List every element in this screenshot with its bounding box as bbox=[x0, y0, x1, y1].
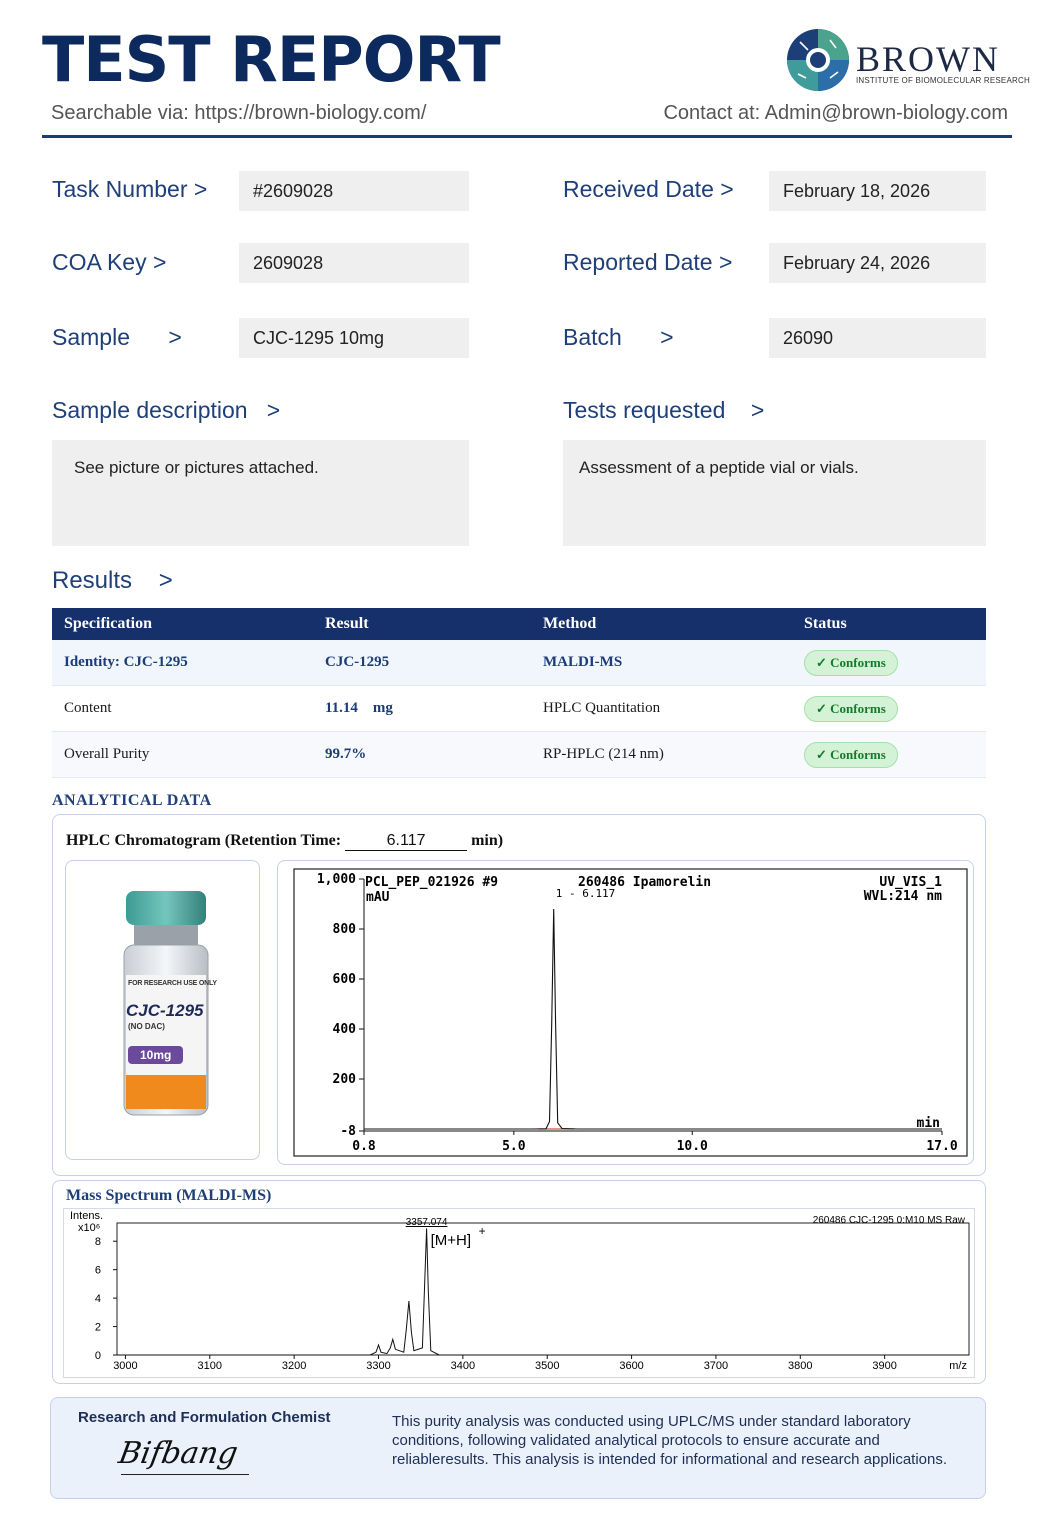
batch-value: 26090 bbox=[769, 318, 986, 358]
y-axis-label: mAU bbox=[366, 890, 390, 905]
ms-x-tick-label: 3200 bbox=[281, 1360, 307, 1372]
hplc-title-suffix: min) bbox=[471, 832, 504, 849]
hplc-chart bbox=[278, 861, 973, 1164]
ms-x-tick-label: 3300 bbox=[366, 1360, 391, 1372]
ms-y-tick-label: 0 bbox=[94, 1350, 101, 1362]
header-divider bbox=[42, 135, 1012, 138]
chart-title-left: PCL_PEP_021926 #9 bbox=[365, 875, 499, 890]
ms-peak-charge: + bbox=[478, 1224, 486, 1238]
coa-key-label: COA Key > bbox=[52, 249, 167, 275]
hplc-title bbox=[66, 832, 503, 851]
ms-x-tick-label: 3100 bbox=[197, 1360, 223, 1372]
batch-label: Batch > bbox=[563, 324, 674, 350]
ms-y-tick-label: 4 bbox=[94, 1293, 101, 1306]
status-cell bbox=[792, 640, 986, 686]
contact-email: Contact at: Admin@brown-biology.com bbox=[663, 102, 1008, 124]
chart-title-mid: 260486 Ipamorelin bbox=[578, 875, 712, 890]
signature-footer bbox=[50, 1397, 986, 1499]
received-date-label: Received Date > bbox=[563, 176, 734, 202]
ms-trace bbox=[117, 1228, 969, 1355]
task-number-value: #2609028 bbox=[239, 171, 469, 211]
chemist-signature: Bifbang bbox=[115, 1436, 241, 1471]
ms-y-tick-label: 2 bbox=[94, 1321, 101, 1334]
ms-x-tick-label: 3700 bbox=[703, 1360, 729, 1372]
ms-x-tick-label: 3400 bbox=[450, 1360, 476, 1372]
sample-description-box: See picture or pictures attached. bbox=[52, 440, 469, 546]
ms-x-tick-label: 3500 bbox=[534, 1360, 560, 1372]
ms-x-tick-label: 3800 bbox=[788, 1360, 813, 1372]
searchable-url: Searchable via: https://brown-biology.com/ bbox=[51, 102, 427, 124]
ms-y-tick-label: 6 bbox=[94, 1264, 101, 1277]
x-tick-label: 5.0 bbox=[502, 1139, 526, 1154]
ms-y-unit: x10⁶ bbox=[78, 1222, 101, 1234]
x-tick-label: 17.0 bbox=[926, 1139, 958, 1154]
spec-cell: Content bbox=[52, 686, 313, 732]
chart-title-right: UV_VIS_1 bbox=[879, 875, 942, 890]
x-axis-label: min bbox=[916, 1116, 940, 1131]
status-badge: ✓ Conforms bbox=[804, 650, 898, 676]
chart-border bbox=[294, 869, 967, 1156]
mass-spectrum-frame bbox=[63, 1208, 975, 1378]
col-result: Result bbox=[313, 608, 531, 640]
result-cell: 11.14 mg bbox=[313, 686, 531, 732]
chart-subtitle-right: WVL:214 nm bbox=[863, 889, 942, 904]
ms-chart bbox=[64, 1209, 974, 1377]
status-cell bbox=[792, 686, 986, 732]
vial-name: CJC-1295 bbox=[126, 1001, 204, 1020]
col-specification: Specification bbox=[52, 608, 313, 640]
hplc-panel bbox=[52, 814, 986, 1176]
ms-peak-mass: 3357.074 bbox=[405, 1217, 448, 1228]
signature-line bbox=[121, 1474, 249, 1475]
method-cell: MALDI-MS bbox=[531, 640, 792, 686]
analysis-statement: This purity analysis was conducted using UPLC/MS under standard laboratory conditions, following validated analytical protocols to ensure accurate and reliableresults. This analysis is intended for informational and research applications. bbox=[392, 1413, 948, 1468]
ms-title-right: 260486 CJC-1295 0:M10 MS Raw bbox=[812, 1215, 965, 1226]
results-table bbox=[52, 608, 986, 778]
vial-variant: (NO DAC) bbox=[128, 1022, 165, 1031]
retention-time-value: 6.117 bbox=[345, 832, 467, 851]
method-cell: RP-HPLC (214 nm) bbox=[531, 732, 792, 778]
results-heading: Results > bbox=[52, 567, 173, 594]
coa-key-value: 2609028 bbox=[239, 243, 469, 283]
chromatogram-frame bbox=[277, 860, 974, 1165]
hplc-title-prefix: HPLC Chromatogram (Retention Time: bbox=[66, 832, 342, 849]
y-tick-label: -8 bbox=[340, 1124, 356, 1139]
peak-label: 1 - 6.117 bbox=[555, 887, 616, 900]
y-tick-label: 800 bbox=[332, 922, 356, 937]
spec-cell: Overall Purity bbox=[52, 732, 313, 778]
x-tick-label: 0.8 bbox=[352, 1139, 376, 1154]
tests-requested-label: Tests requested > bbox=[563, 397, 765, 423]
logo-tagline: INSTITUTE OF BIOMOLECULAR RESEARCH bbox=[856, 76, 1030, 85]
results-header-row bbox=[52, 608, 986, 640]
status-badge: ✓ Conforms bbox=[804, 742, 898, 768]
reported-date-value: February 24, 2026 bbox=[769, 243, 986, 283]
mass-spectrum-title: Mass Spectrum (MALDI-MS) bbox=[66, 1187, 272, 1204]
y-tick-label: 1,000 bbox=[316, 872, 356, 887]
tests-requested-box: Assessment of a peptide vial or vials. bbox=[563, 440, 986, 546]
reported-date-label: Reported Date > bbox=[563, 249, 733, 275]
vial-photo bbox=[65, 860, 260, 1160]
ms-y-tick-label: 8 bbox=[94, 1236, 101, 1249]
method-cell: HPLC Quantitation bbox=[531, 686, 792, 732]
table-row bbox=[52, 732, 986, 778]
result-cell: CJC-1295 bbox=[313, 640, 531, 686]
chemist-role: Research and Formulation Chemist bbox=[78, 1409, 331, 1426]
vial-ruo-text: FOR RESEARCH USE ONLY bbox=[128, 980, 217, 987]
status-badge: ✓ Conforms bbox=[804, 696, 898, 722]
ms-x-tick-label: 3000 bbox=[113, 1360, 138, 1372]
y-tick-label: 200 bbox=[332, 1072, 356, 1087]
y-tick-label: 600 bbox=[332, 972, 356, 987]
y-tick-label: 400 bbox=[332, 1022, 356, 1037]
ms-x-tick-label: 3600 bbox=[619, 1360, 644, 1372]
sample-value: CJC-1295 10mg bbox=[239, 318, 469, 358]
table-row bbox=[52, 686, 986, 732]
col-status: Status bbox=[792, 608, 986, 640]
ms-y-label: Intens. bbox=[70, 1210, 104, 1222]
ms-x-label: m/z bbox=[949, 1360, 967, 1372]
ms-peak-label: [M+H] bbox=[430, 1232, 472, 1249]
task-number-label: Task Number > bbox=[52, 176, 208, 202]
sample-description-label: Sample description > bbox=[52, 397, 281, 423]
result-cell: 99.7% bbox=[313, 732, 531, 778]
mass-spectrum-panel bbox=[52, 1180, 986, 1384]
status-cell bbox=[792, 732, 986, 778]
col-method: Method bbox=[531, 608, 792, 640]
x-tick-label: 10.0 bbox=[676, 1139, 708, 1154]
logo-name: BROWN bbox=[856, 39, 1000, 79]
ms-x-tick-label: 3900 bbox=[872, 1360, 897, 1372]
vial-dose: 10mg bbox=[128, 1046, 183, 1064]
table-row bbox=[52, 640, 986, 686]
analytical-heading: ANALYTICAL DATA bbox=[52, 792, 212, 809]
received-date-value: February 18, 2026 bbox=[769, 171, 986, 211]
brown-logo-icon bbox=[786, 28, 850, 92]
spec-cell: Identity: CJC-1295 bbox=[52, 640, 313, 686]
ms-plot-border bbox=[117, 1223, 969, 1355]
sample-label: Sample > bbox=[52, 324, 182, 350]
report-title: TEST REPORT bbox=[42, 23, 500, 96]
chromatogram-trace bbox=[364, 909, 942, 1129]
